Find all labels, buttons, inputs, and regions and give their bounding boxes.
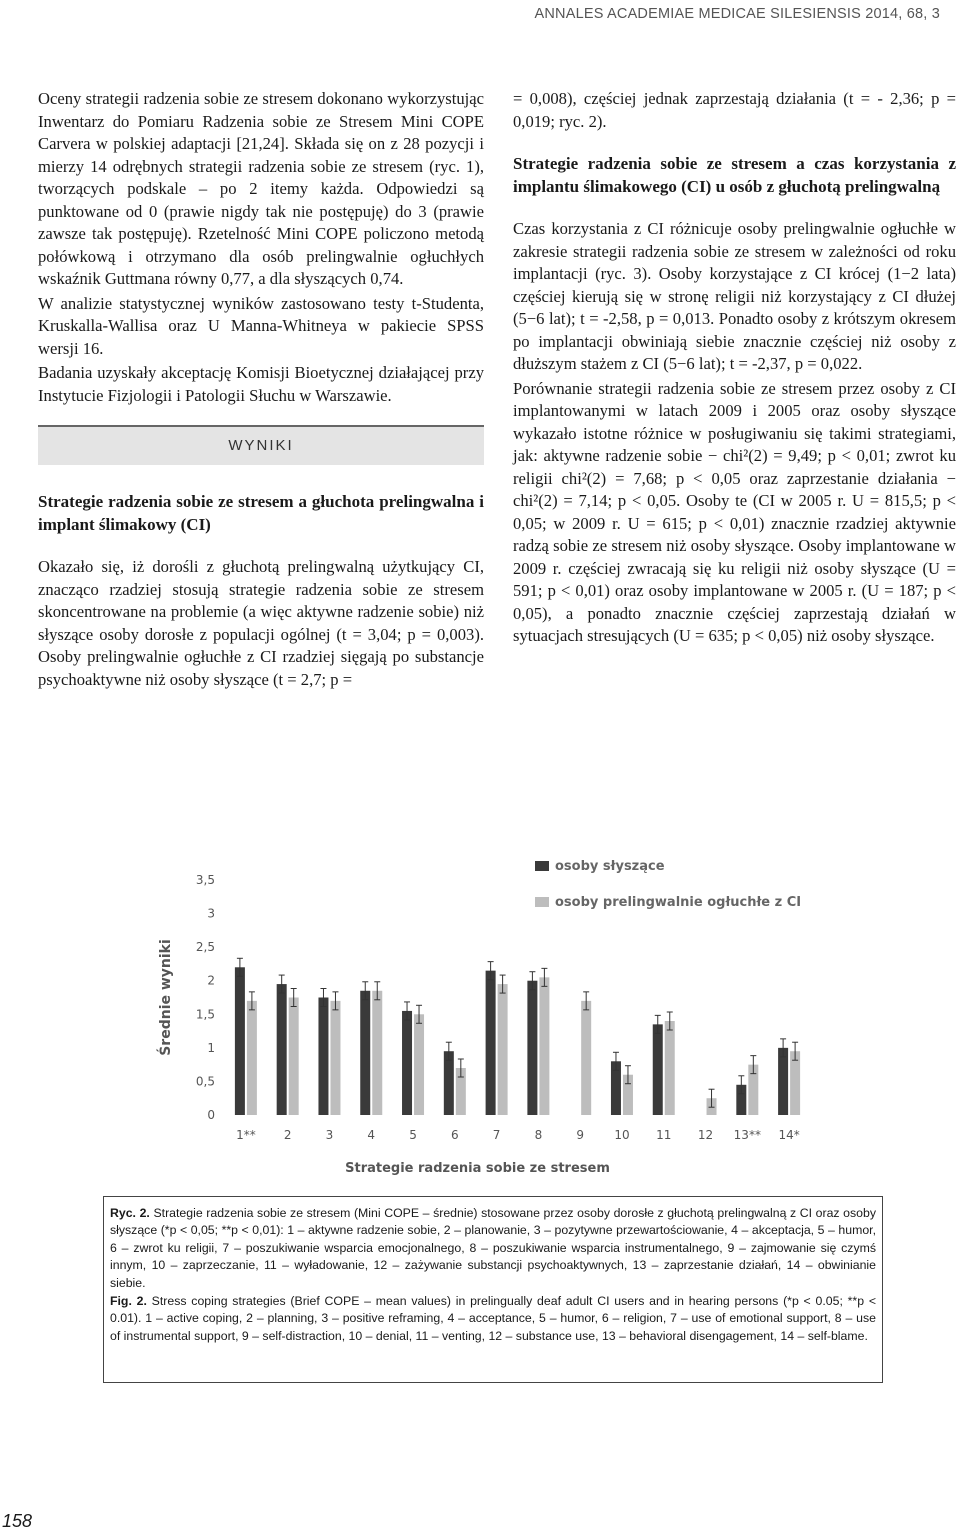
chart-legend <box>535 859 801 910</box>
caption-english-label: Fig. 2. <box>110 1294 147 1309</box>
y-tick-label: 3 <box>207 906 215 921</box>
bar-hearing <box>444 1051 454 1115</box>
legend-swatch <box>535 897 549 907</box>
x-tick-label: 12 <box>697 1128 714 1142</box>
x-tick-label: 10 <box>614 1128 630 1142</box>
subheading-ci-duration: Strategie radzenia sobie ze stresem a czas korzystania z implantu ślimakowego (CI) u osób z głuchotą prelingwalną <box>513 154 956 196</box>
bar-hearing <box>486 971 496 1115</box>
bar-ci <box>247 1001 257 1115</box>
bar-hearing <box>402 1011 412 1115</box>
caption-polish <box>110 1205 882 1292</box>
right-column <box>513 88 956 650</box>
y-axis-label: Średnie wyniki <box>158 939 174 1056</box>
paragraph-ci-duration: Czas korzystania z CI różnicuje osoby prelingwalnie ogłuchłe w zakresie strategii radzenia sobie ze stresem w zależności od roku implantacji (ryc. 3). Osoby korzystające z CI krócej (1−2 lata) częściej kierują się w stronę religii niż korzystający z CI dłużej (5−6 lat); t = -2,58, p = 0,013. Ponadto osoby z krótszym okresem po implantacji obwiniają siebie znacznie częściej niż osoby z dłuższym stażem z CI (5−6 lat); t = -2,37, p = 0,022. <box>513 219 956 373</box>
paragraph-results-1: Okazało się, iż dorośli z głuchotą prelingwalną użytkujący CI, znacząco rzadziej stosują strategie radzenia sobie ze stresem skoncentrowane na problemie (a więc aktywne radzenie sobie) niż słyszące osoby dorosłe z populacji ogólnej (t = 3,04; p = 0,003). Osoby prelingwalnie ogłuchłe z CI rzadziej sięgają po substancje psychoaktywne niż osoby słyszące (t = 2,7; p = <box>38 557 484 689</box>
bar-ci <box>289 998 299 1116</box>
figure-2-chart <box>140 840 820 1190</box>
legend-swatch <box>535 861 549 871</box>
x-tick-label: 4 <box>367 1128 376 1142</box>
x-tick-label: 9 <box>576 1128 584 1142</box>
bar-ci <box>372 991 382 1115</box>
x-tick-label: 14* <box>778 1128 800 1142</box>
paragraph-results-continued: = 0,008), częściej jednak zaprzestają działania (t = - 2,36; p = 0,019; ryc. 2). <box>513 89 956 131</box>
bar-ci <box>498 984 508 1115</box>
legend-label: osoby słyszące <box>555 859 665 874</box>
paragraph-statistics: W analizie statystycznej wyników zastosowano testy t-Studenta, Kruskalla-Wallisa oraz U Manna-Whitneya w pakiecie SPSS wersji 16. <box>38 293 484 358</box>
bar-hearing <box>318 998 328 1116</box>
y-tick-label: 2,5 <box>195 940 215 955</box>
left-column <box>38 88 484 693</box>
x-tick-label: 3 <box>325 1128 334 1142</box>
bar-hearing <box>235 967 245 1115</box>
bar-ci <box>539 977 549 1115</box>
subheading-deafness-ci: Strategie radzenia sobie ze stresem a głuchota prelingwalna i implant ślimakowy (CI) <box>38 492 484 534</box>
caption-english <box>110 1293 882 1345</box>
y-tick-label: 1,5 <box>195 1007 215 1022</box>
bar-hearing <box>360 991 370 1115</box>
caption-polish-text: Strategie radzenia sobie ze stresem (Mini COPE – średnie) stosowane przez osoby dorosłe z głuchotą prelingwalną z CI oraz osoby słyszące (*p < 0,05; **p < 0,01): 1 – aktywne radzenie sobie, 2 – planowanie, 3 – pozytywne przewartościowanie, 4 – akceptacja, 5 – humor, 6 – zwrot ku religii, 7 – poszukiwanie wsparcia emocjonalnego, 8 – poszukiwanie wsparcia instrumentalnego, 9 – zajmowanie się czymś innym, 10 – zaprzeczanie, 11 – wyładowanie, 12 – zażywanie substancji psychoaktywnych, 13 – zaprzestanie działań, 14 – obwinianie siebie. <box>110 1206 876 1290</box>
caption-english-text: Stress coping strategies (Brief COPE – mean values) in prelingually deaf adult CI users and in hearing persons (*p < 0.05; **p < 0.01). 1 – active coping, 2 – planning, 3 – positive reframing, 4 – acceptance, 5 – humor, 6 – religion, 7 – use of emotional support, 8 – use of instrumental support, 9 – self-distraction, 10 – denial, 11 – venting, 12 – substance use, 13 – behavioral disengagement, 14 – self-blame. <box>110 1294 877 1343</box>
bar-hearing <box>527 981 537 1115</box>
x-tick-label: 11 <box>656 1128 672 1142</box>
y-tick-label: 2 <box>207 973 215 988</box>
x-tick-label: 7 <box>492 1128 501 1142</box>
running-header: ANNALES ACADEMIAE MEDICAE SILESIENSIS 2014, 68, 3 <box>534 6 940 22</box>
legend-label: osoby prelingwalnie ogłuchłe z CI <box>555 895 802 910</box>
section-title-results: WYNIKI <box>38 427 484 465</box>
x-tick-label: 2 <box>283 1128 292 1142</box>
chart-bars <box>235 958 800 1115</box>
x-tick-label: 13** <box>733 1128 761 1142</box>
bar-hearing <box>653 1024 663 1115</box>
bar-ci <box>790 1051 800 1115</box>
y-tick-label: 1 <box>207 1040 215 1055</box>
paragraph-ethics: Badania uzyskały akceptację Komisji Bioetycznej działającej przy Instytucie Fizjologii i Patologii Słuchu w Warszawie. <box>38 363 484 405</box>
y-tick-label: 3,5 <box>195 873 215 887</box>
x-tick-label: 5 <box>409 1128 417 1142</box>
paragraph-methods: Oceny strategii radzenia sobie ze stresem dokonano wykorzystując Inwentarz do Pomiaru Radzenia sobie ze Stresem Mini COPE Carvera w polskiej adaptacji [21,24]. Składa się on z 28 pozycji i mierzy 14 odrębnych strategii radzenia sobie ze stresem (ryc. 1), tworzących podskale – po 2 itemy każda. Odpowiedzi są punktowane od 0 (prawie nigdy tak nie postępuję) do 3 (prawie zawsze tak postępuję). Rzetelność Mini COPE policzono metodą połówkową i otrzymano dla osób prelingwalnie ogłuchłych wskaźnik Guttmana równy 0,77, a dla słyszących 0,74. <box>38 89 484 288</box>
paragraph-implantation-year: Porównanie strategii radzenia sobie ze stresem przez osoby z CI implantowanymi w latach 2009 i 2005 oraz osoby słyszące wykazało istotne różnice w posługiwaniu się takimi strategiami, jak: aktywne radzenie sobie − chi²(2) = 9,49; p < 0,01; zwrot ku religii chi²(2) = 7,68; p < 0,05 oraz zaprzestanie działania − chi²(2) = 7,14; p < 0,05. Osoby te (CI w 2005 r. U = 815,5; p < 0,05; w 2009 r. U = 615; p < 0,01) znacznie rzadziej aktywnie radzą sobie ze stresem niż osoby słyszące. Osoby implantowane w 2009 r. częściej zwracają się ku religii niż osoby słyszące (U = 591; p < 0,01) oraz osoby implantowane w 2005 r. (U = 187; p < 0,05), a ponadto znacznie częściej zaprzestają działań w sytuacjach stresujących (U = 635; p < 0,05) niż osoby słyszące. <box>513 378 956 645</box>
page-number: 158 <box>2 1511 33 1531</box>
figure-caption <box>103 1196 883 1383</box>
bar-ci <box>330 1001 340 1115</box>
x-tick-label: 8 <box>534 1128 543 1142</box>
x-tick-label: 6 <box>451 1128 459 1142</box>
bar-ci <box>581 1001 591 1115</box>
bar-chart-svg <box>140 840 820 1190</box>
caption-polish-label: Ryc. 2. <box>110 1206 150 1220</box>
bar-hearing <box>277 984 287 1115</box>
x-axis-label: Strategie radzenia sobie ze stresem <box>345 1161 610 1176</box>
x-tick-label: 1** <box>236 1128 256 1142</box>
bar-ci <box>414 1014 424 1115</box>
y-tick-label: 0 <box>207 1108 215 1122</box>
bar-hearing <box>778 1048 788 1115</box>
y-tick-label: 0,5 <box>195 1074 215 1089</box>
bar-ci <box>665 1021 675 1115</box>
